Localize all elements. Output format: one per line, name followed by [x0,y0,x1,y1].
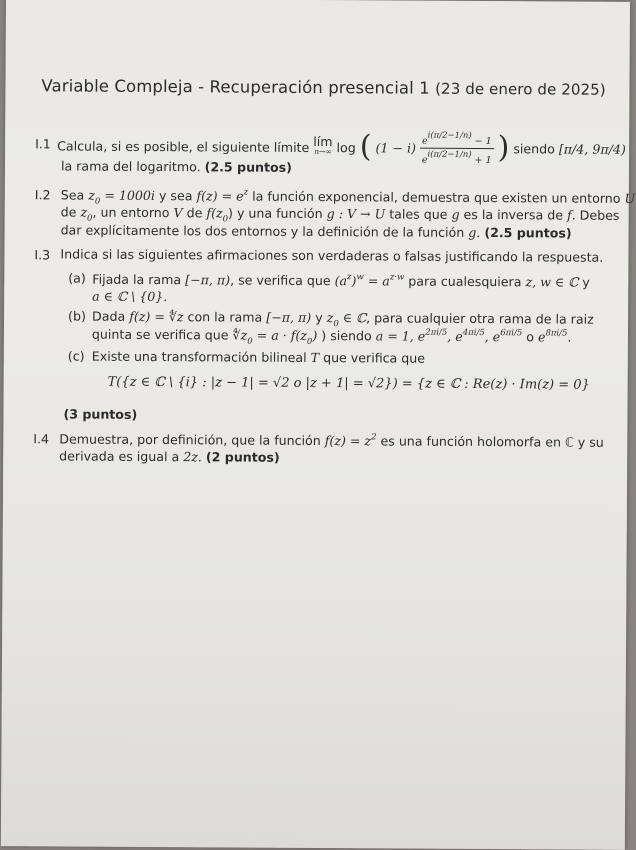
lim-word: lím [313,133,333,150]
b-rama: con la rama [187,309,263,325]
a-fijada: Fijada la rama [92,271,182,288]
a-y: y [582,274,590,290]
b-siendo: ) siendo [321,328,372,344]
fz0-sub: 0 [222,214,229,225]
b-quinta: quinta se verifica que [91,326,229,343]
q1-fraction [420,129,494,166]
q3-a-label: (a) [68,270,86,286]
q4-derivada: derivada es igual a [59,448,180,465]
b-root-sub: 0 [247,336,253,347]
lim-sub: n→∞ [314,146,332,157]
fz0: f(z [206,205,223,221]
f-exp: z [243,187,249,198]
q2-entorno: , un entorno [92,204,170,221]
den-base: e [421,154,428,166]
q2-g: g [451,206,460,222]
q2-de: de [60,204,77,220]
exam-date: (23 de enero de 2025) [435,79,606,99]
q1-text-2: la rama del logaritmo. [60,158,201,175]
b-e1: 2πi/5 [425,327,448,338]
q2-sea: Sea [60,187,85,203]
b-cualquier: , para cualquier otra rama de la raiz [366,310,594,327]
q2-number: I.2 [34,187,51,203]
q4-ysu: y su [577,434,604,450]
b-eq-sub: 0 [306,336,313,347]
c-verifica: que verifica que [323,350,426,366]
q3-c-formula: T({z ∈ ℂ \ {i} : |z − 1| = √2 o |z + 1| = √2}) = {z ∈ ℂ : Re(z) · Im(z) = 0} [107,374,590,393]
q1-limit [313,133,333,157]
q1-line-2 [61,158,292,174]
f-def: f(z) = e [196,188,244,204]
q1-points: (2.5 puntos) [204,159,293,175]
b-o: o [526,329,535,345]
q2-g-2: g. [468,224,481,240]
q3-intro: Indica si las siguientes afirmaciones son verdaderas o falsas justificando la respuesta. [60,246,604,265]
q4-f [325,433,377,448]
q2-V: V [173,205,183,221]
q2-f: f [566,207,572,223]
num-exp: i(π/2−1/n) [427,130,472,141]
frac-numerator [420,129,494,148]
b-z-tail: ∈ ℂ [338,310,367,326]
q2-tales: tales que [389,206,448,222]
q2-funcion: ) y una función [228,205,323,222]
paren-close: ) [497,130,510,166]
title-text: Variable Compleja - Recuperación presencial 1 [41,76,430,98]
b-e2: 4πi/5 [462,327,485,339]
q3-b-label: (b) [68,308,86,324]
q1-text: Calcula, si es posible, el siguiente límite [57,137,310,155]
b-e4: 8πi/5 [545,328,568,339]
den-exp: i(π/2−1/n) [427,149,472,160]
num-tail: − 1 [471,135,492,147]
q2-inversa: es la inversa de [463,206,564,223]
b-eq: = a · f(z [252,327,308,343]
den-tail: + 1 [471,154,492,166]
q2-line-3 [61,222,572,240]
exam-title [41,76,606,99]
z0-sub-b: 0 [87,213,93,224]
paren-open: ( [359,129,372,165]
b-e3: 6πi/5 [500,328,523,339]
q4-2z: 2z. [183,449,202,465]
a-zw: z·w [389,272,405,283]
b-root: $∜z_0 = a \cdot f(z_0)$ [232,327,318,347]
b-e4-wrap: $e^{8\pi i/5}$. [537,328,572,345]
q2-points: (2.5 puntos) [484,225,572,241]
q2-de-2: de [186,205,203,221]
z0-val: = 1000i [100,187,156,204]
q3-points: (3 puntos) [63,406,138,422]
q2-gmap: g : V → U [326,206,386,222]
q2-text-1: la función exponencial, demuestra que existen un entorno [252,188,621,206]
q1-branch: [π/4, 9π/4) [558,140,626,157]
a-vars: z, w ∈ ℂ [525,274,579,290]
a-expr: $(a^z)^w = a^{z\cdot w}$ [334,272,405,289]
q3-c-label: (c) [67,348,85,364]
frac-denominator [420,148,494,166]
b-root-z: ∜z [232,327,248,343]
q4-points: (2 puntos) [205,449,280,465]
q4-exp: 2 [371,432,377,443]
q4-number: I.4 [33,431,50,447]
q2-ysea: y sea [158,188,193,204]
num-base: e [421,135,428,147]
q3-a-line-1 [92,271,590,290]
q4-text-1: Demuestra, por definición, que la función [59,431,321,449]
a-verifica: , se verifica que [230,272,331,289]
q3-number: I.3 [34,247,51,263]
q2-z0 [88,187,156,207]
b-a: a = 1, e [375,328,426,344]
b-f: f(z) = ∜z [129,308,184,325]
z0-z-b: z [80,204,88,220]
q4-C: ℂ [564,434,574,450]
a-z: z [347,272,352,283]
a-eq: = a [363,273,390,289]
a-branch: [−π, π) [185,272,231,288]
b-z-sub: 0 [333,319,339,330]
q1-siendo: siendo [513,140,555,156]
q4-line-1 [59,430,604,449]
q3-b-line-2 [92,326,572,349]
q2-fz0 [206,205,229,225]
q4-line-2 [59,448,280,464]
exam-sheet [1,0,636,850]
q2-z0-b [80,204,93,224]
q4-fz: f(z) = z [324,433,372,449]
q1-log: log [336,139,356,155]
q1-number: I.1 [35,136,51,152]
q2-f-def [196,188,248,203]
a-w: w [356,272,364,283]
q2-U: U [624,190,636,206]
a-base: (a [334,273,348,289]
a-para: para cualesquiera [408,273,522,290]
q3-c-line-1 [92,349,425,366]
b-branch: [−π, π) [266,309,312,325]
q4-holomorfa: es una función holomorfa en [380,433,562,450]
b-values: a = 1, $e^{2\pi i/5}$, $e^{4\pi i/5}$, $e^{6\pi i/5}$ [375,327,523,345]
b-y: y [315,309,323,326]
c-existe: Existe una transformación bilineal [91,348,307,365]
q2-text-3: dar explícitamente los dos entornos y la definición de la función [60,222,465,240]
z0-z: z [88,187,95,203]
z0-sub: 0 [94,196,101,207]
b-z: z [326,310,334,326]
q2-debes: . Debes [571,207,620,223]
q3-a-line-2: a ∈ ℂ \ {0}. [92,288,168,305]
b-dada: Dada [92,308,126,324]
q1-factor: (1 − i) [375,139,416,156]
c-T: T [310,349,320,366]
b-z0 [326,310,367,330]
